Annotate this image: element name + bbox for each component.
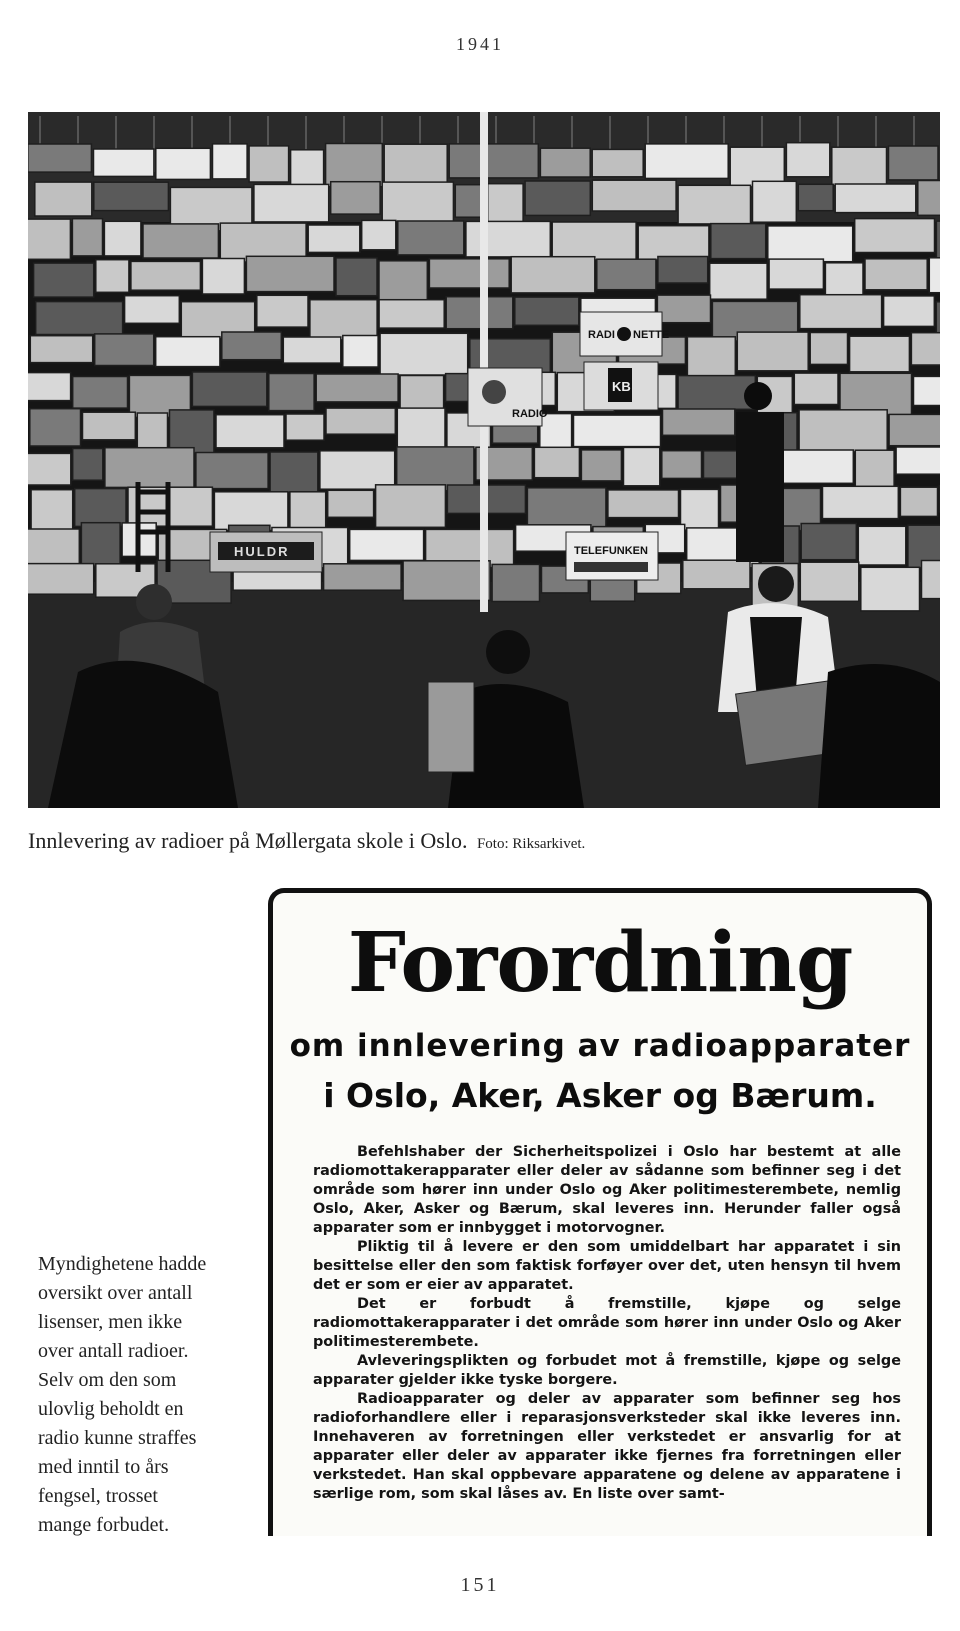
- box-label-radi: RADI: [588, 329, 615, 341]
- decree-paragraph: Befehlshaber der Sicherheitspolizei i Oslo har bestemt at alle radiomottakerapparater eller deler av sådanne som befinner seg i det område som hører inn under Oslo og Aker politimesterembete, nemlig Oslo, Aker, Asker og Bærum, skal leveres inn. Herunder faller også apparater som er innbygget i motorvogner.: [313, 1144, 901, 1236]
- decree-paragraph: Pliktig til å levere er den som umiddelbart har apparatet i sin besittelse eller den som faktisk forføyer over det, uten hensyn til hvem det er som er eier av apparatet.: [313, 1239, 901, 1293]
- caption-credit: Foto: Riksarkivet.: [476, 836, 586, 852]
- decree-paragraph: Avleveringsplikten og forbudet mot å fremstille, kjøpe og selge apparater gjelder ikke tyske borgere.: [313, 1353, 901, 1388]
- decree-body: [313, 1143, 901, 1504]
- page-year: 1941: [456, 34, 504, 54]
- side-note-line: mange forbudet.: [38, 1514, 170, 1536]
- box-label-huldr: HULDR: [234, 544, 290, 559]
- photo-caption: [28, 828, 928, 854]
- decree-subtitle: [273, 1021, 927, 1121]
- side-note-line: Selv om den som: [38, 1369, 177, 1391]
- side-note-line: over antall radioer.: [38, 1340, 189, 1362]
- side-note-line: radio kunne straffes: [38, 1427, 197, 1449]
- box-label-nette: NETTE: [633, 329, 670, 341]
- side-note-line: ulovlig beholdt en: [38, 1398, 184, 1420]
- box-telefunken: [566, 532, 658, 580]
- decree-paragraph: Det er forbudt å fremstille, kjøpe og selge radiomottakerapparater i det område som hører inn under Oslo og Aker politimesterembete.: [313, 1296, 901, 1350]
- box-label-kb: KB: [612, 379, 631, 394]
- decree-title: Forordning: [347, 915, 853, 1011]
- side-note-line: med inntil to års: [38, 1456, 169, 1478]
- box-radionette: [580, 312, 669, 356]
- side-note-line: fengsel, trosset: [38, 1485, 158, 1507]
- decree-subtitle-line1: om innlevering av radioapparater: [289, 1028, 911, 1064]
- caption-text: Innlevering av radioer på Møllergata skole i Oslo.: [28, 828, 468, 853]
- photo-illustration: [28, 112, 940, 808]
- side-note-line: oversikt over antall: [38, 1282, 193, 1304]
- side-note-line: lisenser, men ikke: [38, 1311, 183, 1333]
- box-radio: [468, 368, 548, 426]
- decree-subtitle-line2: i Oslo, Aker, Asker og Bærum.: [323, 1076, 877, 1115]
- side-note-line: Myndighetene hadde: [38, 1253, 207, 1275]
- decree-paragraph: Radioapparater og deler av apparater som befinner seg hos radioforhandlere eller i reparasjonsverksteder skal ikke leveres inn. Innehaveren av forretningen eller verkstedet er ansvarlig for at apparater eller deler av apparater ikke fjernes fra forretningen eller verkstedet. Han skal oppbevare apparatene og delene av apparatene i særlige rom, som skal låses av. En liste over samt-: [313, 1391, 901, 1502]
- page-number: 151: [460, 1574, 500, 1596]
- box-kb: [584, 362, 658, 410]
- box-label-radio: RADIO: [512, 408, 548, 420]
- side-note: [38, 1250, 258, 1540]
- box-label-telefunken: TELEFUNKEN: [574, 545, 648, 557]
- radio-collection-photo: [28, 112, 940, 808]
- decree-clipping: [268, 888, 932, 1536]
- box-huldra: [210, 532, 322, 572]
